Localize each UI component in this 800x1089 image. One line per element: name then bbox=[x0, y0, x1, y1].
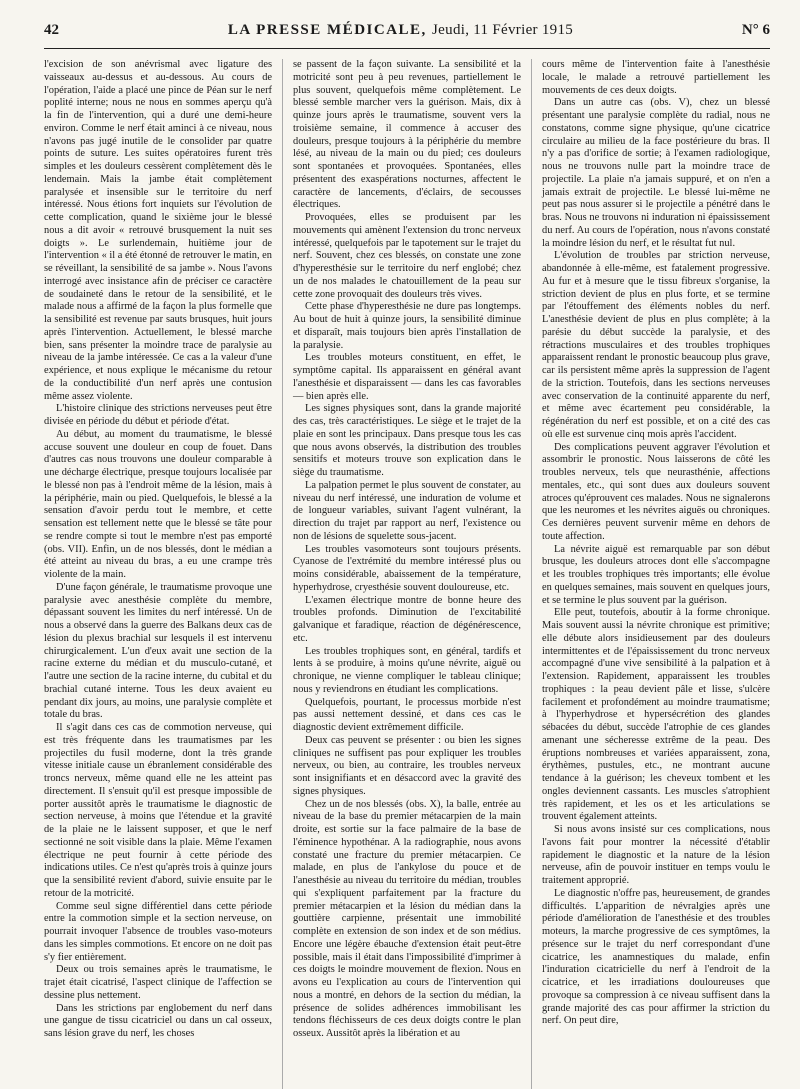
article-columns bbox=[44, 59, 770, 1089]
paragraph: D'une façon générale, le traumatisme provoque une paralysie avec anesthésie complète du membre, dépassant souvent les limites du nerf intéressé. Un de nous a observé dans la guerre des Balkans deux cas de lésion du plexus brachial sur lesquels il est intervenu chirurgicalement. L'un d'eux avait une section de la racine externe du médian et du musculo-cutané, et l'autre une section de la racine interne, du cubital et du brachial cutané interne. Tous les deux avaient eu pendant dix jours, au moins, une paralysie complète et totale du bras. bbox=[44, 581, 272, 721]
paragraph: L'examen électrique montre de bonne heure des troubles profonds. Diminution de l'excitabilité galvanique et faradique, réaction de dégénérescence, etc. bbox=[293, 594, 521, 644]
paragraph: Quelquefois, pourtant, le processus morbide n'est pas aussi nettement dessiné, et dans ces cas le diagnostic devient extrêmement difficile. bbox=[293, 696, 521, 733]
paragraph: La névrite aiguë est remarquable par son début brusque, les douleurs atroces dont elle s'accompagne et les troubles trophiques très importants; elle évolue en quelques semaines, mais souvent en quelques jours, et se termine le plus souvent par la guérison. bbox=[542, 543, 770, 606]
paragraph: Les signes physiques sont, dans la grande majorité des cas, très caractéristiques. Le siège et le trajet de la plaie en sont les principaux. Dans presque tous les cas que nous avons observés, la distribution des troubles sensitifs et moteurs trouve son explication dans le siège du traumatisme. bbox=[293, 403, 521, 478]
page-number: 42 bbox=[44, 22, 59, 38]
paragraph: La palpation permet le plus souvent de constater, au niveau du nerf intéressé, une induration de volume et de longueur variables, suivant l'agent vulnérant, la direction du trajet par rapport au nerf, l'existence ou non de lésions de squelette sous-jacent. bbox=[293, 479, 521, 542]
paragraph: Il s'agit dans ces cas de commotion nerveuse, qui est très fréquente dans les traumatismes par les projectiles du fusil moderne, dont la très grande vitesse initiale cause un ébranlement considérable des troncs nerveux, même quand elle ne les atteint pas directement. Il s'ensuit qu'il est presque impossible de porter aussitôt après le traumatisme le diagnostic de section nerveuse, à moins que l'étendue et la gravité de la plaie ne le laissent supposer, et que le nerf sectionné ne soit visible dans la plaie. Même l'examen électrique ne peut fournir à cette période des indications utiles. Ce n'est qu'après trois à quinze jours que la sensibilité revient d'abord, suivie ensuite par le retour de la motricité. bbox=[44, 722, 272, 899]
paragraph: Au début, au moment du traumatisme, le blessé accuse souvent une douleur en coup de fouet. Dans d'autres cas nous trouvons une douleur comparable à une décharge électrique, presque toujours localisée par le blessé non pas à l'endroit même de la lésion, mais à la périphérie, main ou pied. Quelquefois, le blessé a la sensation d'avoir perdu tout le membre, et cette sensation est tellement nette que le blessé se tâte pour se rendre compte si tout le membre n'est pas emporté (obs. VII). Enfin, un de nos blessés, dont le médian a été atteint au niveau du bras, a eu une crampe très violente de la main. bbox=[44, 428, 272, 580]
paragraph: Cette phase d'hyperesthésie ne dure pas longtemps. Au bout de huit à quinze jours, la sensibilité diminue et disparaît, mais toujours bien après l'installation de la paralysie. bbox=[293, 301, 521, 351]
paragraph: Dans les strictions par englobement du nerf dans une gangue de tissu cicatriciel ou dans un cal osseux, sans lésion grave du nerf, les choses bbox=[44, 1002, 272, 1039]
journal-title-line bbox=[228, 22, 573, 39]
page-header bbox=[44, 22, 770, 49]
paragraph: Deux cas peuvent se présenter : ou bien les signes cliniques ne suffisent pas pour expliquer les troubles nerveux, ou bien, au contraire, les troubles nerveux sont insignifiants et en désaccord avec la gravité des signes physiques. bbox=[293, 734, 521, 797]
issue-number: N° 6 bbox=[741, 22, 770, 38]
paragraph: Les troubles vasomoteurs sont toujours présents. Cyanose de l'extrémité du membre intéressé plus ou moins considérable, abaissement de la température, hyperhydrose, cryesthésie souvent douloureuse, etc. bbox=[293, 543, 521, 593]
paragraph: L'histoire clinique des strictions nerveuses peut être divisée en période du début et période d'état. bbox=[44, 403, 272, 427]
paragraph: Elle peut, toutefois, aboutir à la forme chronique. Mais souvent aussi la névrite chronique est primitive; elle débute alors insidieusement par des douleurs intermittentes et de l'épaississement du tronc nerveux accompagné d'une vive sensibilité à la palpation et à l'extension. Rapidement, apparaissent les troubles trophiques : la peau devient pâle et lisse, s'ulcère facilement et profondément au moindre traumatisme; à l'hyperhydrose et hypersécrétion des glandes sébacées du début, succède l'atrophie de ces glandes amenant une sécheresse extrême de la peau. Des éruptions nombreuses et variées apparaissent, zona, érythèmes, pustules, etc., ne montrant aucune tendance à la guérison; les cheveux tombent et les ongles deviennent cassants. Les muscles s'atrophient très rapidement, et les os et les articulations se trouvent également atteints. bbox=[542, 607, 770, 823]
paragraph: l'excision de son anévrismal avec ligature des vaisseaux au-dessus et au-dessous. Au cours de l'opération, l'aide a placé une pince de Péan sur le nerf poplité interne; nous ne nous en sommes aperçu qu'à la fin de l'intervention, qui a duré une demi-heure environ. Comme le nerf était aminci à ce niveau, nous n'avons pas jugé inutile de le consolider par quatre points de suture. Les suites opératoires furent très simples et les douleurs cessèrent complètement dès le lendemain. Mais la jambe était complètement paralysée et insensible sur le territoire du nerf intéressé. Nous étions fort inquiets sur l'évolution de cette complication, quand le sixième jour le blessé nous a dit avoir « retrouvé brusquement la nuit ses doigts ». Le surlendemain, huitième jour de l'intervention « il a été étonné de retrouver le matin, en se réveillant, la sensibilité de sa jambe ». Nous l'avons interrogé avec insistance afin de préciser ce caractère de soudaineté dans le retour de la sensibilité, et le malade nous a affirmé de la façon la plus formelle que la sensibilité est revenue par sauts brusques, huit jours après l'intervention. Actuellement, le blessé marche bien, sans présenter la moindre trace de paralysie au niveau de la jambe intéressée. Ce cas a la valeur d'une expérience, et nous explique le mécanisme du retour de la conductibilité d'un nerf après une contusion même assez violente. bbox=[44, 59, 272, 402]
paragraph: se passent de la façon suivante. La sensibilité et la motricité sont peu à peu revenues, partiellement le plus souvent, quelquefois même complètement. Le blessé semble marcher vers la guérison. Mais, dix à quinze jours après le traumatisme, souvent vers la troisième semaine, il commence à accuser des douleurs, presque toujours à la périphérie du membre lésé, au niveau de la main ou du pied; ces douleurs sont spontanées et provoquées. Spontanées, elles présentent des exaspérations nocturnes, affectent le caractère de lancements, d'éclairs, de secousses électriques. bbox=[293, 59, 521, 211]
paragraph: Comme seul signe différentiel dans cette période entre la commotion simple et la section nerveuse, on pourrait invoquer l'absence de troubles vaso-moteurs dans les simples commotions. Et encore on ne doit pas s'y fier entièrement. bbox=[44, 900, 272, 963]
paragraph: Chez un de nos blessés (obs. X), la balle, entrée au niveau de la base du premier métacarpien de la main droite, est sortie sur la face palmaire de la base de l'éminence hypothénar. A la radiographie, nous avons constaté une fracture du premier métacarpien. Ce malade, en plus de l'ankylose du pouce et de l'anesthésie au niveau du territoire du médian, troubles qui s'expliquent parfaitement par la fracture du premier métacarpien et la lésion du médian dans la gouttière carpienne, présentait une immobilité complète en extension de son index et de son médius. Encore une légère ébauche d'extension était peut-être possible, mais il était dans l'impossibilité d'imprimer à ces doigts le moindre mouvement de flexion. Nous en avons eu l'explication au cours de l'intervention qui nous a montré, en dehors de la section du médian, la présence de solides adhérences immobilisant les tendons fléchisseurs de ces deux doigts contre le plan osseux. Aussitôt après la libération et au bbox=[293, 798, 521, 1039]
text-column-2 bbox=[293, 59, 532, 1089]
paragraph: Les troubles moteurs constituent, en effet, le symptôme capital. Ils apparaissent en général avant l'anesthésie et disparaissent — dans les cas favorables — bien après elle. bbox=[293, 352, 521, 402]
paragraph: Provoquées, elles se produisent par les mouvements qui amènent l'extension du tronc nerveux intéressé, quelquefois par le tapotement sur le trajet du nerf. Souvent, chez ces blessés, on constate une zone d'hyperesthésie sur le territoire du nerf englobé; chez un de nos malades le chatouillement de la peau sur cette zone provoquait des douleurs très vives. bbox=[293, 212, 521, 300]
text-column-1 bbox=[44, 59, 283, 1089]
paragraph: Si nous avons insisté sur ces complications, nous l'avons fait pour montrer la nécessité d'établir rapidement le diagnostic et la nature de la lésion nerveuse, afin de pouvoir instituer en temps voulu le traitement approprié. bbox=[542, 824, 770, 886]
paragraph: Dans un autre cas (obs. V), chez un blessé présentant une paralysie complète du radial, nous ne constatons, comme signe physique, qu'une cicatrice circulaire au milieu de la face postérieure du bras. Il n'y a pas d'orifice de sortie; à l'examen radiologique, nous ne trouvons nulle part la moindre trace de projectile. La plaie n'a jamais suppuré, et on n'en a jamais extrait de projectile. Le blessé lui-même ne peut pas nous assurer si le projectile a pénétré dans le bras. Nous ne trouvons ni induration ni épaississement du nerf. Au cours de l'opération, nous n'avons constaté la moindre lésion du nerf, et le résultat fut nul. bbox=[542, 97, 770, 249]
text-column-3 bbox=[542, 59, 770, 1089]
paragraph: cours même de l'intervention faite à l'anesthésie locale, le malade a retrouvé partiellement les mouvements de ces deux doigts. bbox=[542, 59, 770, 96]
paragraph: Des complications peuvent aggraver l'évolution et assombrir le pronostic. Nous laisserons de côté les troubles nerveux, tels que neurasthénie, affections mentales, etc., qui sont dues aux douleurs souvent atroces qu'éprouvent ces malades. Nous ne signalerons que les neuromes et les névrites aiguës ou chroniques. Ces dernières peuvent survenir même en dehors de toute affection. bbox=[542, 441, 770, 542]
paragraph: Deux ou trois semaines après le traumatisme, le trajet était cicatrisé, l'aspect clinique de l'affection se dessine plus nettement. bbox=[44, 964, 272, 1001]
issue-date: Jeudi, 11 Février 1915 bbox=[432, 22, 574, 38]
paragraph: L'évolution de troubles par striction nerveuse, abandonnée à elle-même, est fatalement progressive. Au fur et à mesure que le tissu fibreux s'organise, la striction devient de plus en plus forte, et se termine par l'étouffement des éléments nobles du nerf. L'anesthésie devient de plus en plus complète; à la parésie du début succède la paralysie, et des rétractions musculaires et des troubles trophiques apparaissent rendant le pronostic beaucoup plus grave, car ils persistent même après la suppression de l'agent de la striction. Toutefois, dans les sections nerveuses avec conservation de la continuité apparente du nerf, et même avec écartement peu considérable, la régénération du nerf est possible, et on a cité des cas où elle est survenue cinq mois après l'accident. bbox=[542, 250, 770, 440]
paragraph: Les troubles trophiques sont, en général, tardifs et lents à se produire, à moins qu'une névrite, aiguë ou chronique, ne vienne compliquer le tableau clinique; nous y reviendrons en étudiant les complications. bbox=[293, 645, 521, 695]
paragraph: Le diagnostic n'offre pas, heureusement, de grandes difficultés. L'apparition de névralgies après une période d'amélioration de l'anesthésie et des troubles moteurs, la marche progressive de ces symptômes, la présence sur le trajet du nerf correspondant d'une cicatrice, les anamnestiques du malade, enfin l'induration cicatricielle du nerf à l'endroit de la cicatrice, et les irradiations douloureuses que provoque sa compression à ce niveau suffisent dans la grande majorité des cas pour affirmer la striction du nerf. On peut dire, bbox=[542, 887, 770, 1027]
journal-title: LA PRESSE MÉDICALE, bbox=[227, 22, 427, 38]
